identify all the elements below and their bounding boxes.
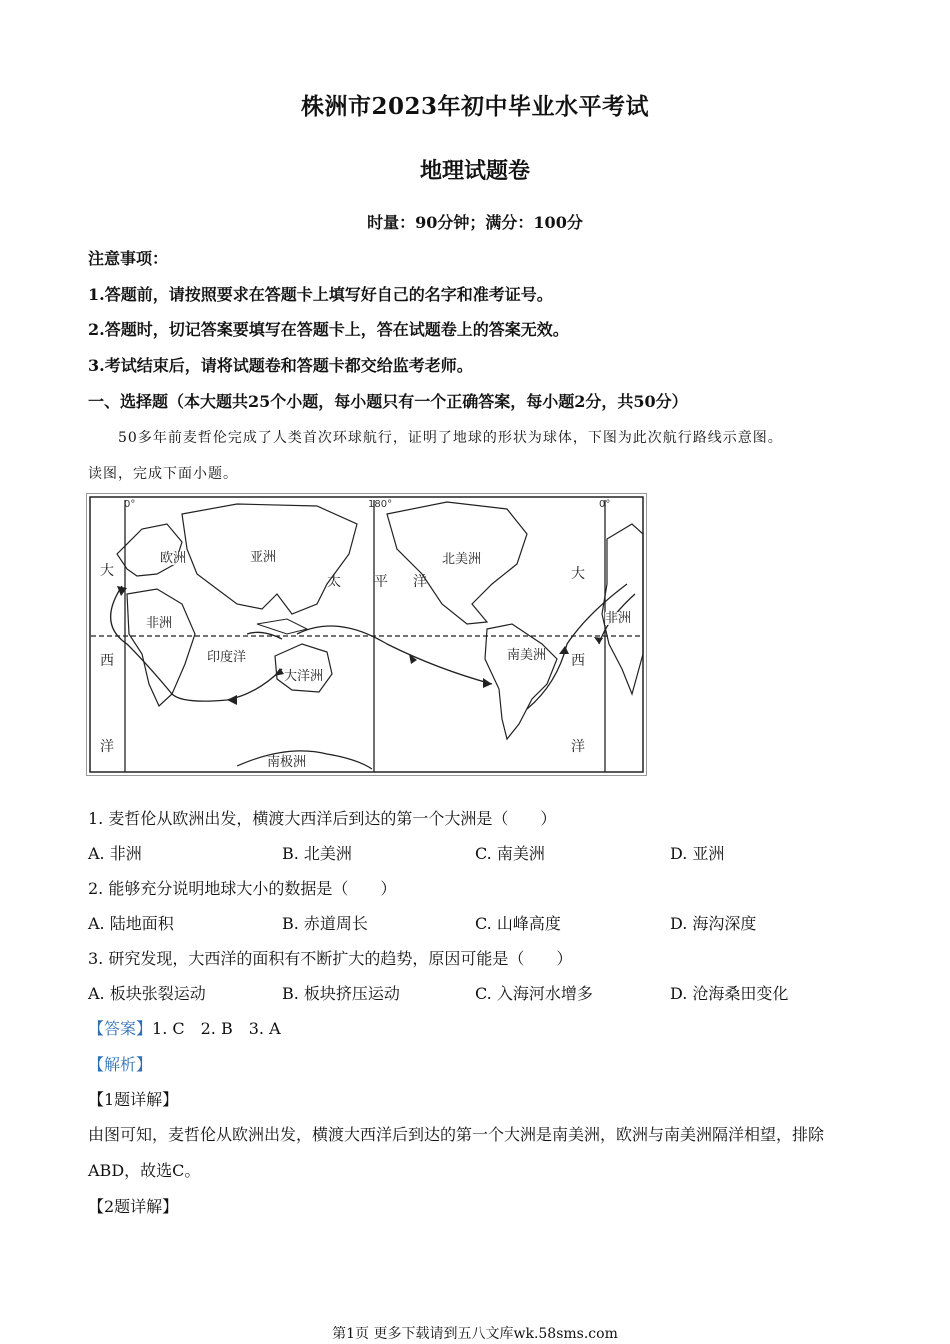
exam-meta: 时量：90分钟；满分：100分 xyxy=(367,213,583,232)
label-north-america: 北美洲 xyxy=(442,552,482,567)
label-atlantic: 大 xyxy=(100,563,114,579)
analysis-label: 【解析】 xyxy=(88,1055,153,1074)
question-option: A. 板块张裂运动 xyxy=(88,984,206,1003)
label-europe: 欧洲 xyxy=(160,551,187,566)
label-africa: 非洲 xyxy=(146,616,173,631)
question-stem: 2. 能够充分说明地球大小的数据是（ ） xyxy=(88,879,397,898)
label-atlantic: 洋 xyxy=(571,739,585,755)
question-option: C. 南美洲 xyxy=(475,844,545,863)
question-option: D. 亚洲 xyxy=(670,844,725,863)
question-stem: 3. 研究发现，大西洋的面积有不断扩大的趋势，原因可能是（ ） xyxy=(88,949,573,968)
exam-title: 株洲市2023年初中毕业水平考试 xyxy=(300,93,649,120)
answer-text: 1. C 2. B 3. A xyxy=(152,1019,281,1038)
answer-label: 【答案】 xyxy=(88,1019,153,1038)
question-option: D. 海沟深度 xyxy=(670,914,757,933)
question-option: C. 山峰高度 xyxy=(475,914,561,933)
label-atlantic: 大 xyxy=(571,566,585,582)
analysis-q1-text: ABD，故选C。 xyxy=(88,1161,201,1180)
page-footer: 第1页 更多下载请到五八文库wk.58sms.com xyxy=(332,1326,618,1342)
intro-text: 50多年前麦哲伦完成了人类首次环球航行，证明了地球的形状为球体，下图为此次航行路线示意图。 xyxy=(118,430,783,446)
section-heading: 一、选择题（本大题共25个小题，每小题只有一个正确答案，每小题2分，共50分） xyxy=(88,392,688,411)
question-stem: 1. 麦哲伦从欧洲出发，横渡大西洋后到达的第一个大洲是（ ） xyxy=(88,809,557,828)
question-option: B. 北美洲 xyxy=(282,844,352,863)
label-pacific: 洋 xyxy=(413,574,427,590)
analysis-q1-text: 由图可知，麦哲伦从欧洲出发，横渡大西洋后到达的第一个大洲是南美洲，欧洲与南美洲隔洋相望，排除 xyxy=(88,1125,825,1144)
notes-item: 1.答题前，请按照要求在答题卡上填写好自己的名字和准考证号。 xyxy=(88,285,553,304)
voyage-map xyxy=(86,493,647,776)
meridian-label: 0° xyxy=(599,499,611,510)
question-option: D. 沧海桑田变化 xyxy=(670,984,789,1003)
meridian-label: 180° xyxy=(368,499,393,510)
exam-subtitle: 地理试题卷 xyxy=(419,158,530,184)
question-option: B. 板块挤压运动 xyxy=(282,984,400,1003)
question-option: A. 陆地面积 xyxy=(88,914,174,933)
analysis-q1-heading: 【1题详解】 xyxy=(88,1090,179,1109)
notes-item: 2.答题时，切记答案要填写在答题卡上，答在试题卷上的答案无效。 xyxy=(88,320,569,339)
question-option: A. 非洲 xyxy=(88,844,142,863)
label-indian-ocean: 印度洋 xyxy=(207,650,247,665)
label-south-america: 南美洲 xyxy=(507,648,547,663)
answer-line xyxy=(88,1016,281,1039)
question-option: B. 赤道周长 xyxy=(282,914,368,933)
intro-text: 读图，完成下面小题。 xyxy=(88,466,238,482)
label-pacific: 平 xyxy=(374,574,388,590)
label-asia: 亚洲 xyxy=(250,550,277,565)
label-oceania: 大洋洲 xyxy=(284,669,324,684)
question-option: C. 入海河水增多 xyxy=(475,984,593,1003)
meridian-label: 0° xyxy=(124,499,136,510)
label-atlantic: 洋 xyxy=(100,739,114,755)
notes-heading: 注意事项： xyxy=(88,249,169,268)
label-atlantic: 西 xyxy=(571,653,585,669)
label-pacific: 太 xyxy=(327,574,341,590)
analysis-q2-heading: 【2题详解】 xyxy=(88,1197,179,1216)
label-antarctica: 南极洲 xyxy=(267,755,307,770)
label-africa: 非洲 xyxy=(605,611,632,626)
notes-item: 3.考试结束后，请将试题卷和答题卡都交给监考老师。 xyxy=(88,356,473,375)
map-drawing xyxy=(87,494,646,775)
label-atlantic: 西 xyxy=(100,653,114,669)
